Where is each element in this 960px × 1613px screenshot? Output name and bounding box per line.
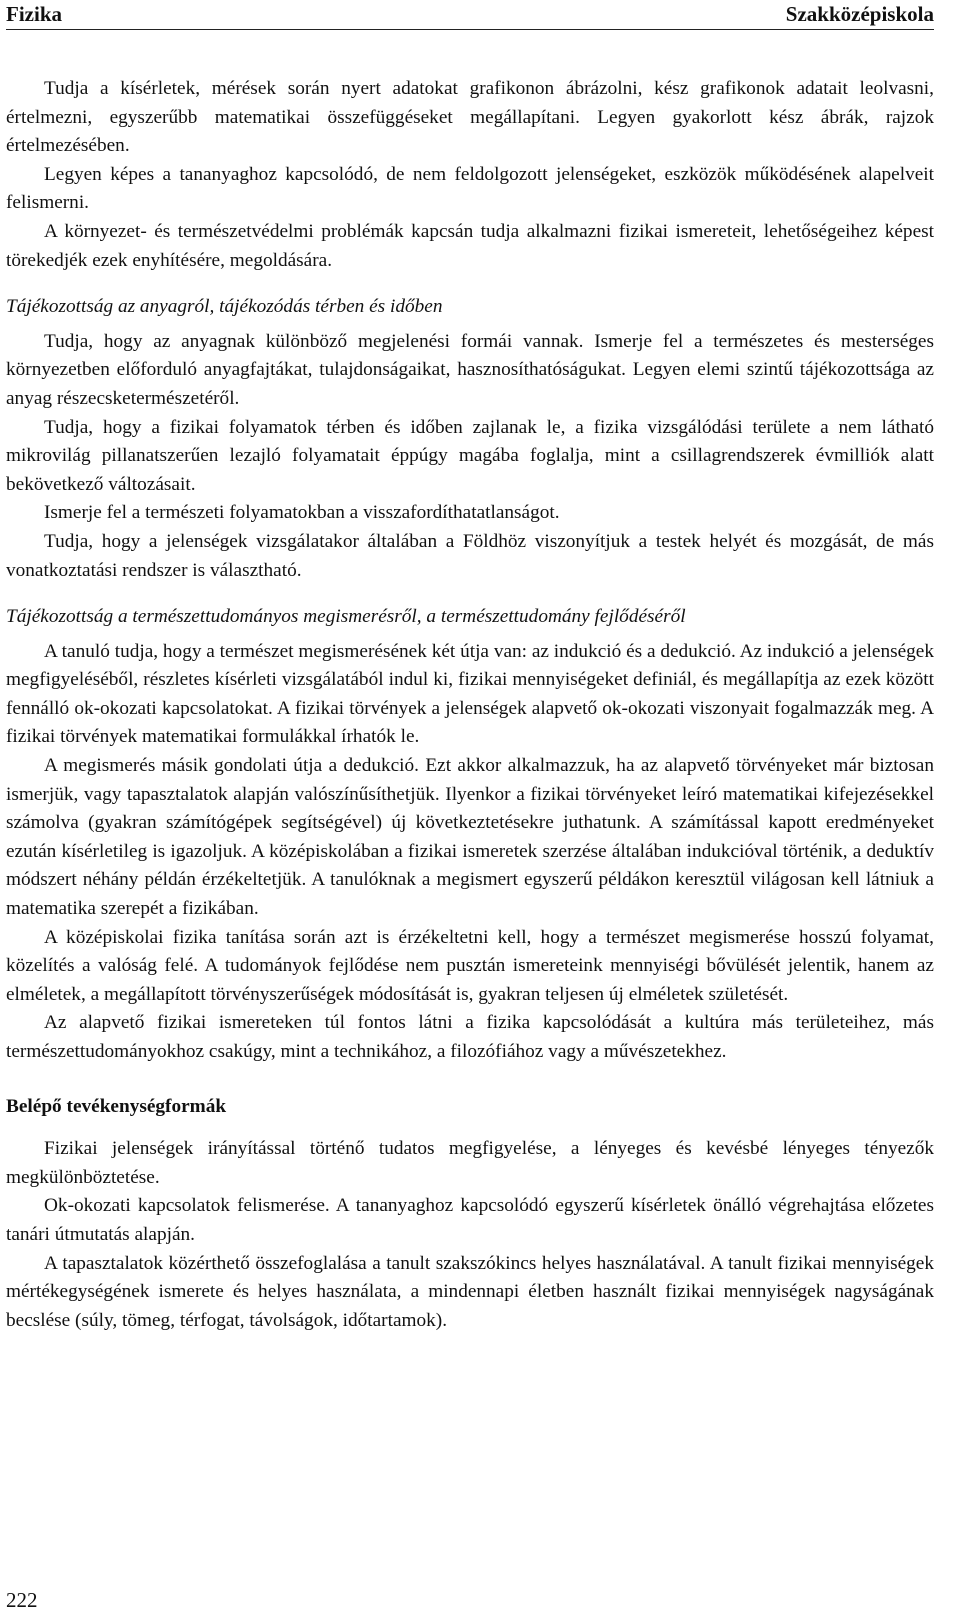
section-heading: Tájékozottság a természettudományos megismerésről, a természettudomány fejlődéséről (6, 606, 686, 628)
section-heading: Tájékozottság az anyagról, tájékozódás térben és időben (6, 296, 443, 318)
paragraph: Legyen képes a tananyaghoz kapcsolódó, de nem feldolgozott jelenségeket, eszközök működésének alapelveit felismerni. (6, 163, 934, 214)
paragraph: A megismerés másik gondolati útja a dedukció. Ezt akkor alkalmazzuk, ha az alapvető törvényeket már biztosan ismerjük, vagy tapasztalatok alapján valószínűsíthetjük. Ilyenkor a fizikai törvényeket leíró matematikai kifejezésekkel számolva (gyakran számítógépek segítségével) új következtetésekre juthatunk. A számítással kapott eredményeket ezután kísérletileg is igazoljuk. A középiskolában a fizikai ismeretek szerzése általában indukcióval történik, a deduktív módszert néhány példán érzékeltetjük. A tanulóknak a megismert egyszerű példákon keresztül világosan kell látniuk a matematika szerepét a fizikában. (6, 755, 934, 920)
paragraph: Tudja, hogy a jelenségek vizsgálatakor általában a Földhöz viszonyítjuk a testek helyét és mozgását, de más vonatkoztatási rendszer is választható. (6, 530, 934, 581)
paragraph: Fizikai jelenségek irányítással történő tudatos megfigyelése, a lényeges és kevésbé lényeges tényezők megkülönböztetése. (6, 1138, 934, 1188)
page-number: 222 (6, 1588, 38, 1612)
paragraph: Tudja, hogy a fizikai folyamatok térben és időben zajlanak le, a fizika vizsgálódási területe a nem látható mikrovilág pillanatszerűen lezajló folyamatait éppúgy magába foglalja, mint a csillagrendszerek évmilliók alatt bekövetkező változásait. (6, 416, 934, 495)
paragraph: A környezet- és természetvédelmi problémák kapcsán tudja alkalmazni fizikai ismereteit, lehetőségeihez képest törekedjék ezek enyhítésére, megoldására. (6, 220, 934, 271)
header-school-type: Szakközépiskola (785, 2, 934, 26)
paragraph: A tanuló tudja, hogy a természet megismerésének két útja van: az indukció és a dedukció. Az indukció a jelenségek megfigyeléséből, részletes kísérleti vizsgálatából indul ki, fizikai mennyiségeket definiál, és megállapítja az ezek között fennálló ok-okozati kapcsolatokat. A fizikai törvények a jelenségek alapvető ok-okozati viszonyait fogalmazzák meg. A fizikai törvények matematikai formulákkal írhatók le. (6, 640, 934, 748)
page-header (6, 0, 934, 30)
paragraph: A tapasztalatok közérthető összefoglalása a tanult szakszókincs helyes használatával. A tanult fizikai mennyiségek mértékegységének ismerete és helyes használata, a mindennapi életben használt fizikai mennyiségek nagyságának becslése (súly, tömeg, térfogat, távolságok, időtartamok). (6, 1252, 934, 1331)
paragraph: Tudja, hogy az anyagnak különböző megjelenési formái vannak. Ismerje fel a természetes és mesterséges környezetben előforduló anyagfajtákat, tulajdonságaikat, hasznosíthatóságukat. Legyen elemi szintű tájékozottsága az anyag részecsketermészetéről. (6, 330, 934, 409)
paragraph: Ok-okozati kapcsolatok felismerése. A tananyaghoz kapcsolódó egyszerű kísérletek önálló végrehajtása előzetes tanári útmutatás alapján. (6, 1195, 934, 1245)
header-subject: Fizika (6, 2, 62, 26)
paragraph: Az alapvető fizikai ismereteken túl fontos látni a fizika kapcsolódását a kultúra más területeihez, más természettudományokhoz csakúgy, mint a technikához, a filozófiához vagy a művészetekhez. (6, 1012, 934, 1062)
paragraph: Ismerje fel a természeti folyamatokban a visszafordíthatatlanságot. (44, 502, 560, 524)
section-heading-bold: Belépő tevékenységformák (6, 1095, 227, 1117)
paragraph: Tudja a kísérletek, mérések során nyert adatokat grafikonon ábrázolni, kész grafikonok adatait leolvasni, értelmezni, egyszerűbb matematikai összefüggéseket megállapítani. Legyen gyakorlott kész ábrák, rajzok értelmezésében. (6, 78, 934, 157)
paragraph: A középiskolai fizika tanítása során azt is érzékeltetni kell, hogy a természet megismerése hosszú folyamat, közelítés a valóság felé. A tudományok fejlődése nem pusztán ismereteink mennyiségi bővülését jelentik, hanem az elméletek, a megállapított törvényszerűségek módosítását is, gyakran teljesen új elméletek születését. (6, 926, 934, 1005)
page-body (6, 75, 934, 1335)
